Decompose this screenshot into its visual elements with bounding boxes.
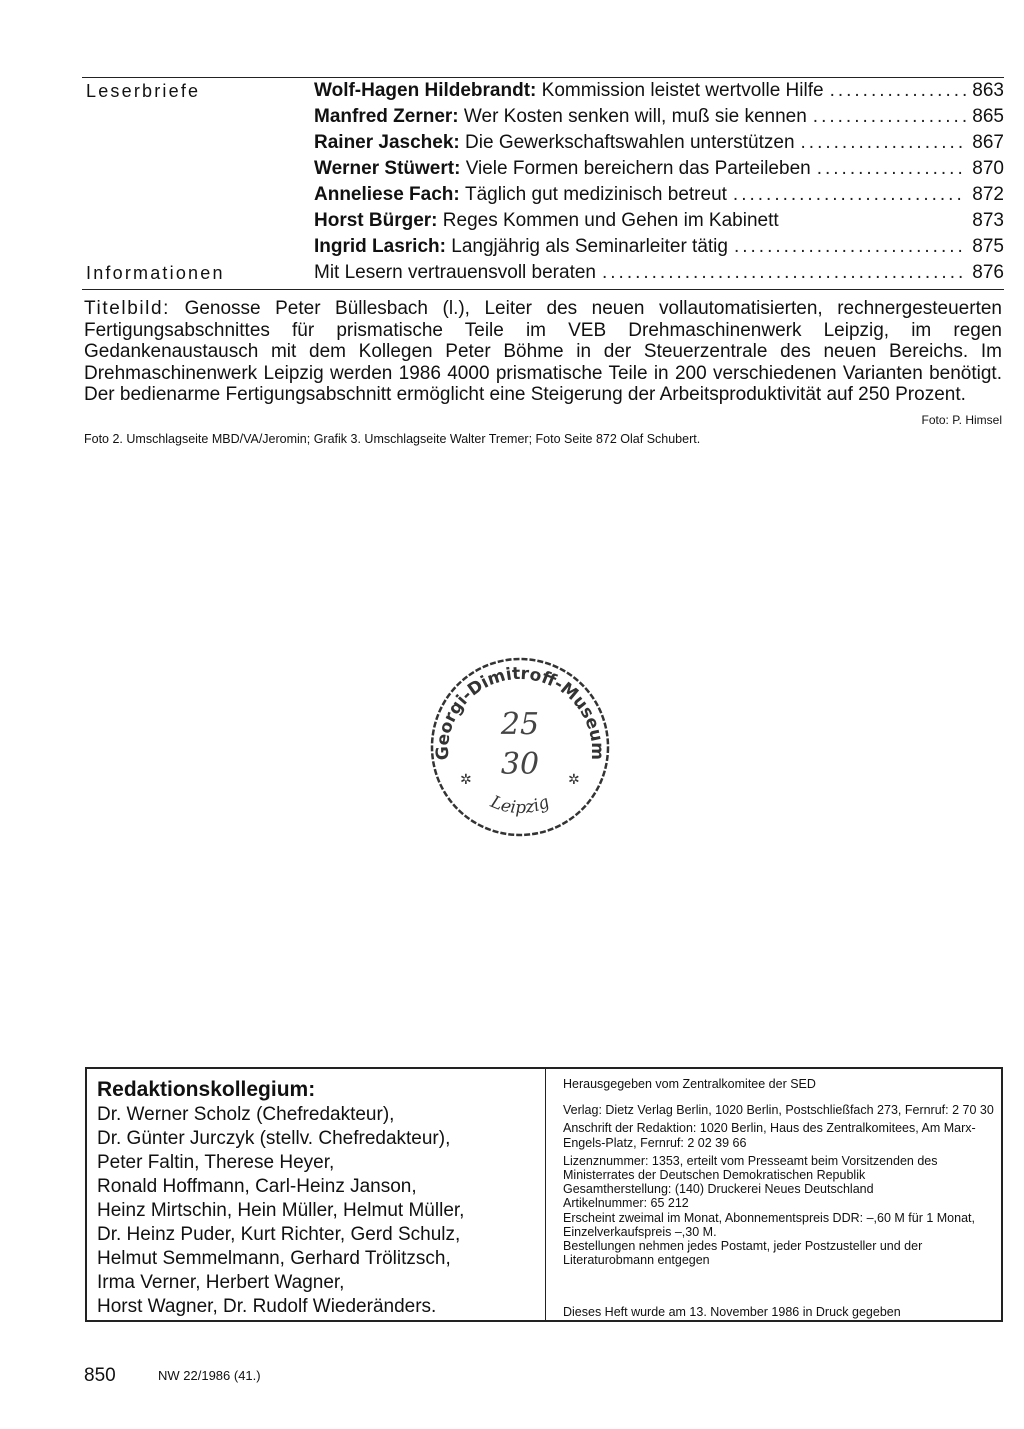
- caption-label: Titelbild:: [84, 298, 171, 319]
- editorial-member: Heinz Mirtschin, Hein Müller, Helmut Müller,: [97, 1200, 465, 1221]
- toc-leader: [801, 130, 967, 156]
- toc-title: Die Gewerkschaftswahlen unterstützen: [465, 132, 795, 153]
- section-rule: [82, 289, 1004, 290]
- imprint-article-number: Artikelnummer: 65 212: [563, 1196, 689, 1211]
- toc-author: Anneliese Fach:: [314, 184, 460, 205]
- toc-section-label: Informationen: [86, 263, 225, 283]
- toc-page-number: 873: [972, 210, 1004, 231]
- stamp-mark-bottom: 30: [500, 747, 540, 782]
- page-number: 850: [84, 1365, 116, 1386]
- toc-author: Manfred Zerner:: [314, 106, 459, 127]
- toc-row: [82, 78, 1004, 104]
- stamp-city-text: Leipzig: [487, 792, 553, 819]
- toc-row: [82, 260, 1004, 286]
- toc-author: Wolf-Hagen Hildebrandt:: [314, 80, 537, 101]
- toc-section-label: Leserbriefe: [86, 81, 201, 101]
- toc-entry: [314, 130, 1004, 156]
- toc-title: Kommission leistet wertvolle Hilfe: [541, 80, 824, 101]
- editorial-member: Dr. Werner Scholz (Chefredakteur),: [97, 1104, 395, 1125]
- editorial-board: [97, 1077, 542, 1319]
- stamp-mark-top: 25: [500, 707, 540, 742]
- toc-title: Reges Kommen und Gehen im Kabinett: [442, 210, 779, 231]
- toc-author: Horst Bürger:: [314, 210, 438, 231]
- caption-text: Genosse Peter Büllesbach (l.), Leiter des neuen vollautomatisierten, rechnergesteuerten Fertigungsabschnittes für prismatische Teile im VEB Drehmaschinenwerk Leipzig, im regen Gedankenaustausch mit dem Kollegen Peter Böhme in der Steuerzentrale des neuen Bereichs. Im Drehmaschinenwerk Leipzig werden 1986 4000 prismatische Teile in 200 verschiedenen Varianten benötigt. Der bedienarme Fertigungsabschnitt ermöglicht eine Steigerung der Arbeitsproduktivität auf 250 Prozent.: [84, 298, 1002, 405]
- toc-page-number: 867: [972, 132, 1004, 153]
- toc-entry: [314, 156, 1004, 182]
- toc-page-number: 872: [972, 184, 1004, 205]
- toc-row: [82, 130, 1004, 156]
- toc-leader: [817, 156, 967, 182]
- editorial-member: Dr. Heinz Puder, Kurt Richter, Gerd Schulz,: [97, 1224, 461, 1245]
- toc-entry: [314, 182, 1004, 208]
- toc-author: Werner Stüwert:: [314, 158, 461, 179]
- editorial-member: Horst Wagner, Dr. Rudolf Wiederänders.: [97, 1296, 437, 1317]
- imprint-publisher: Herausgegeben vom Zentralkomitee der SED: [563, 1077, 816, 1091]
- masthead-divider: [545, 1069, 546, 1320]
- toc-entry: [314, 234, 1004, 260]
- stamp-star-icon: ✲: [568, 771, 580, 787]
- toc-entry: [314, 208, 1004, 234]
- masthead-box: [85, 1067, 1003, 1322]
- toc-leader: [602, 260, 966, 286]
- imprint-publishing-house: Verlag: Dietz Verlag Berlin, 1020 Berlin, Postschließfach 273, Fernruf: 2 70 30: [563, 1103, 994, 1118]
- toc-title: Mit Lesern vertrauensvoll beraten: [314, 262, 596, 283]
- editorial-member: Ronald Hoffmann, Carl-Heinz Janson,: [97, 1176, 417, 1197]
- editorial-heading: Redaktionskollegium:: [97, 1078, 316, 1101]
- toc-title: Täglich gut medizinisch betreut: [465, 184, 727, 205]
- toc-page-number: 875: [972, 236, 1004, 257]
- toc-entry: [314, 260, 1004, 286]
- toc-leader: [734, 234, 966, 260]
- editorial-member: Dr. Günter Jurczyk (stellv. Chefredakteur),: [97, 1128, 451, 1149]
- toc-row: [82, 234, 1004, 260]
- photo-credits: Foto 2. Umschlagseite MBD/VA/Jeromin; Grafik 3. Umschlagseite Walter Tremer; Foto Seite 872 Olaf Schubert.: [84, 432, 701, 446]
- toc-row: [82, 156, 1004, 182]
- stamp-star-icon: ✲: [460, 771, 472, 787]
- toc-leader: [813, 104, 967, 130]
- editorial-member: Peter Faltin, Therese Heyer,: [97, 1152, 335, 1173]
- editorial-member: Helmut Semmelmann, Gerhard Trölitzsch,: [97, 1248, 451, 1269]
- toc-page-number: 865: [972, 106, 1004, 127]
- toc-page-number: 870: [972, 158, 1004, 179]
- toc-leader: [830, 78, 967, 104]
- toc-page-number: 876: [972, 262, 1004, 283]
- stamp-ring-text: Georgi-Dimitroff-Museum: [432, 663, 608, 761]
- toc-row: [82, 104, 1004, 130]
- museum-stamp: [425, 652, 615, 842]
- toc-title: Wer Kosten senken will, muß sie kennen: [463, 106, 807, 127]
- imprint-subscription: Erscheint zweimal im Monat, Abonnementspreis DDR: –,60 M für 1 Monat, Einzelverkaufspreis –,30 M.: [563, 1210, 975, 1239]
- imprint-print-note: Dieses Heft wurde am 13. November 1986 in Druck gegeben: [563, 1305, 901, 1319]
- imprint-production: Gesamtherstellung: (140) Druckerei Neues Deutschland: [563, 1182, 874, 1197]
- table-of-contents: [82, 78, 1004, 286]
- toc-title: Viele Formen bereichern das Parteileben: [465, 158, 811, 179]
- imprint-orders: Bestellungen nehmen jedes Postamt, jeder Postzusteller und der Literaturobmann entgegen: [563, 1239, 923, 1268]
- imprint: [563, 1077, 999, 1319]
- imprint-editorial-address: Anschrift der Redaktion: 1020 Berlin, Haus des Zentralkomitees, Am Marx-Engels-Platz, Fernruf: 2 02 39 66: [563, 1121, 976, 1150]
- toc-row: [82, 182, 1004, 208]
- toc-entry: [314, 104, 1004, 130]
- toc-page-number: 863: [972, 80, 1004, 101]
- editorial-member: Irma Verner, Herbert Wagner,: [97, 1272, 345, 1293]
- toc-author: Rainer Jaschek:: [314, 132, 460, 153]
- toc-entry: [314, 78, 1004, 104]
- toc-author: Ingrid Lasrich:: [314, 236, 446, 257]
- issue-info: NW 22/1986 (41.): [158, 1368, 261, 1383]
- toc-row: [82, 208, 1004, 234]
- toc-title: Langjährig als Seminarleiter tätig: [451, 236, 728, 257]
- cover-caption: [84, 298, 1002, 431]
- toc-leader: [733, 182, 966, 208]
- imprint-license: Lizenznummer: 1353, erteilt vom Presseamt beim Vorsitzenden des Ministerrates der Deutschen Demokratischen Republik: [563, 1153, 938, 1183]
- caption-credit: Foto: P. Himsel: [921, 412, 1002, 427]
